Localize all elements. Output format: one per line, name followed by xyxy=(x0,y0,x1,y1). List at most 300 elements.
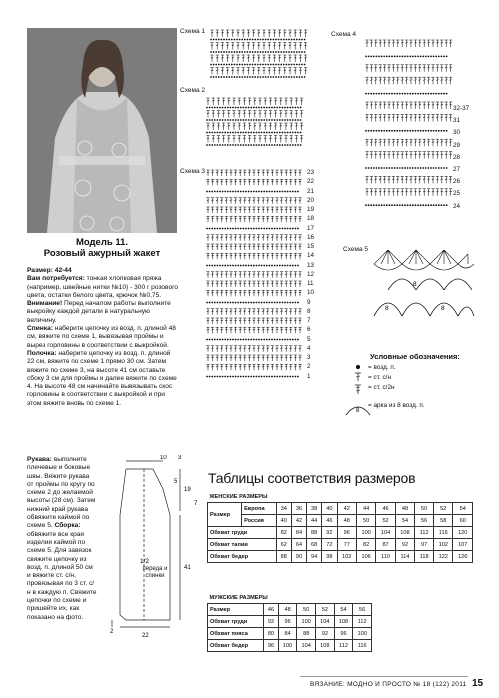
table-cell: 90 xyxy=(291,551,306,563)
stitch-symbol xyxy=(427,102,430,109)
chain-dot xyxy=(230,339,232,341)
stitch-symbol xyxy=(289,198,292,204)
stitch-symbol xyxy=(252,68,255,75)
stitch-symbol xyxy=(284,136,287,143)
stitch-symbol xyxy=(414,102,417,109)
chain-dot xyxy=(249,64,251,66)
chain-dot xyxy=(235,376,237,378)
stitch-symbol xyxy=(269,111,272,118)
chain-dot xyxy=(274,302,276,304)
chain-dot xyxy=(236,39,238,41)
chain-dot xyxy=(217,191,219,193)
chain-dot xyxy=(420,167,422,169)
chain-dot xyxy=(412,167,414,169)
chain-dot xyxy=(265,39,267,41)
stitch-symbol xyxy=(257,170,260,176)
chain-dot xyxy=(206,107,208,109)
stitch-symbol xyxy=(298,364,301,370)
stitch-symbol xyxy=(298,244,301,250)
row-number: 19 xyxy=(307,206,315,213)
stitch-symbol xyxy=(243,244,246,250)
stitch-symbol xyxy=(374,40,377,47)
chain-dot xyxy=(279,339,281,341)
chain-dot xyxy=(404,93,406,95)
stitch-symbol xyxy=(379,139,382,146)
stitch-symbol xyxy=(212,123,215,130)
row-label: Обхват груди xyxy=(208,616,264,628)
stitch-symbol xyxy=(290,111,293,118)
chain-dot xyxy=(258,144,260,146)
schema-1-label: Схема 1 xyxy=(180,28,205,35)
stitch-symbol xyxy=(225,253,228,259)
stitch-symbol xyxy=(262,346,265,352)
chain-dot xyxy=(209,339,211,341)
table-cell: 122 xyxy=(434,551,453,563)
stitch-symbol xyxy=(238,136,241,143)
stitch-symbol xyxy=(206,346,209,352)
chain-dot xyxy=(284,376,286,378)
stitch-symbol xyxy=(269,98,272,105)
stitch-symbol xyxy=(299,43,302,50)
stitch-symbol xyxy=(216,253,219,259)
stitch-symbol xyxy=(229,318,232,324)
stitch-symbol xyxy=(275,327,278,333)
stitch-symbol xyxy=(221,30,224,37)
stitch-symbol xyxy=(436,40,439,47)
table-cell: 92 xyxy=(395,539,414,551)
chain-dot xyxy=(243,228,245,230)
chain-dot xyxy=(206,339,208,341)
chain-dot xyxy=(211,228,213,230)
chain-dot xyxy=(209,144,211,146)
table-cell: 84 xyxy=(278,628,297,640)
stitch-symbol xyxy=(294,244,297,250)
chain-dot xyxy=(232,119,234,121)
row-number: 22 xyxy=(307,178,315,186)
chain-dot xyxy=(211,144,213,146)
chain-dot xyxy=(269,376,271,378)
chain-dot xyxy=(284,119,286,121)
chain-dot xyxy=(262,51,264,53)
stitch-symbol xyxy=(401,152,404,159)
stitch-symbol xyxy=(234,290,237,296)
stitch-symbol xyxy=(387,102,390,109)
stitch-symbol xyxy=(445,102,448,109)
stitch-symbol xyxy=(252,281,255,287)
stitch-symbol xyxy=(275,235,278,241)
stitch-symbol xyxy=(262,272,265,278)
chain-dot xyxy=(224,107,226,109)
sleeve-text: выполните плечевые и боковые швы. Вяжите рукава от проймы по кругу по схеме 2 до желаемой высоты (28 см). Затем нижний край рукава обвяжите каймой по схеме 5. xyxy=(27,456,96,530)
stitch-symbol xyxy=(298,198,301,204)
stitch-symbol xyxy=(217,111,220,118)
chain-dot xyxy=(239,76,241,78)
chain-dot xyxy=(274,376,276,378)
chain-dot xyxy=(289,339,291,341)
chain-dot xyxy=(249,39,251,41)
chain-dot xyxy=(253,119,255,121)
chain-dot xyxy=(284,228,286,230)
chain-dot xyxy=(263,265,265,267)
stitch-symbol xyxy=(431,40,434,47)
stitch-symbol xyxy=(216,272,219,278)
chain-dot xyxy=(276,107,278,109)
table-cell: 52 xyxy=(376,515,395,527)
stitch-symbol xyxy=(229,235,232,241)
chain-dot xyxy=(247,51,249,53)
chain-dot xyxy=(235,339,237,341)
chain-dot xyxy=(299,76,301,78)
chain-dot xyxy=(287,132,289,134)
chain-dot xyxy=(243,339,245,341)
stitch-symbol xyxy=(409,114,412,121)
table-cell: 106 xyxy=(356,551,375,563)
women-size-label: Размер xyxy=(208,503,242,527)
front-label: Полочка: xyxy=(27,349,57,357)
stitch-symbol xyxy=(211,290,214,296)
stitch-symbol xyxy=(239,198,242,204)
stitch-symbol xyxy=(383,139,386,146)
chain-dot xyxy=(240,302,242,304)
chain-dot xyxy=(261,376,263,378)
stitch-symbol xyxy=(396,139,399,146)
chain-dot xyxy=(297,107,299,109)
stitch-symbol xyxy=(226,55,229,62)
chain-dot xyxy=(417,93,419,95)
stitch-symbol xyxy=(257,318,260,324)
stitch-symbol xyxy=(280,327,283,333)
stitch-symbol xyxy=(220,170,223,176)
chain-dot xyxy=(210,51,212,53)
chain-dot xyxy=(425,167,427,169)
stitch-symbol xyxy=(387,65,390,72)
chain-dot xyxy=(435,204,437,206)
chain-dot xyxy=(412,93,414,95)
chain-dot xyxy=(230,144,232,146)
chain-dot xyxy=(433,56,435,58)
stitch-symbol xyxy=(268,55,271,62)
table-cell: 46 xyxy=(264,604,279,616)
stitch-symbol xyxy=(440,40,443,47)
chain-dot xyxy=(370,56,372,58)
stitch-symbol xyxy=(294,43,297,50)
stitch-symbol xyxy=(273,43,276,50)
table-cell: 64 xyxy=(291,539,306,551)
stitch-symbol xyxy=(248,136,251,143)
stitch-symbol xyxy=(248,346,251,352)
stitch-symbol xyxy=(271,281,274,287)
chain-dot xyxy=(373,130,375,132)
stitch-symbol xyxy=(243,123,246,130)
chain-dot xyxy=(224,376,226,378)
stitch-symbol xyxy=(379,114,382,121)
chain-dot xyxy=(241,39,243,41)
chain-dot xyxy=(217,119,219,121)
stitch-symbol xyxy=(248,272,251,278)
page-number: 15 xyxy=(472,678,484,689)
stitch-symbol xyxy=(243,98,246,105)
stitch-symbol xyxy=(285,216,288,222)
stitch-symbol xyxy=(229,281,232,287)
chain-dot xyxy=(289,107,291,109)
stitch-symbol xyxy=(248,207,251,213)
stitch-symbol xyxy=(440,65,443,72)
women-size-table xyxy=(207,491,473,563)
chain-dot xyxy=(289,265,291,267)
chain-dot xyxy=(407,167,409,169)
stitch-symbol xyxy=(211,179,214,185)
stitch-symbol xyxy=(271,327,274,333)
stitch-symbol xyxy=(275,179,278,185)
chain-dot xyxy=(269,132,271,134)
stitch-symbol xyxy=(278,68,281,75)
stitch-symbol xyxy=(289,318,292,324)
chain-dot xyxy=(284,132,286,134)
stitch-symbol xyxy=(275,253,278,259)
chain-dot xyxy=(266,119,268,121)
table-cell: 96 xyxy=(334,628,353,640)
stitch-symbol xyxy=(247,55,250,62)
chain-dot xyxy=(300,144,302,146)
chain-dot xyxy=(282,107,284,109)
chain-dot xyxy=(404,130,406,132)
stitch-symbol xyxy=(298,290,301,296)
row-number: 1 xyxy=(307,372,311,380)
table-cell: 62 xyxy=(276,539,291,551)
stitch-symbol xyxy=(392,65,395,72)
row-number: 31 xyxy=(453,117,461,125)
table-cell: 42 xyxy=(291,515,306,527)
stitch-symbol xyxy=(229,170,232,176)
stitch-symbol xyxy=(294,309,297,315)
stitch-symbol xyxy=(374,102,377,109)
chain-dot xyxy=(209,376,211,378)
chain-dot xyxy=(267,76,269,78)
stitch-symbol xyxy=(211,281,214,287)
stitch-symbol xyxy=(445,189,448,196)
stitch-symbol xyxy=(216,55,219,62)
stitch-symbol xyxy=(405,176,408,183)
table-cell: 118 xyxy=(415,551,434,563)
chain-dot xyxy=(252,51,254,53)
chain-dot xyxy=(206,119,208,121)
stitch-symbol xyxy=(274,123,277,130)
stitch-symbol xyxy=(409,176,412,183)
chain-dot xyxy=(235,191,237,193)
dim-41: 41 xyxy=(184,565,191,571)
stitch-symbol xyxy=(216,309,219,315)
stitch-symbol xyxy=(243,253,246,259)
stitch-symbol xyxy=(252,207,255,213)
chain-dot xyxy=(241,64,243,66)
chain-dot xyxy=(214,265,216,267)
chain-dot xyxy=(394,93,396,95)
chain-dot xyxy=(368,204,370,206)
stitch-symbol xyxy=(271,198,274,204)
stitch-symbol xyxy=(257,179,260,185)
chain-dot xyxy=(287,376,289,378)
chain-dot xyxy=(407,130,409,132)
stitch-symbol xyxy=(239,244,242,250)
chain-dot xyxy=(230,228,232,230)
chain-dot xyxy=(214,339,216,341)
chain-dot xyxy=(230,132,232,134)
chain-dot xyxy=(222,144,224,146)
chain-dot xyxy=(370,130,372,132)
table-cell: 84 xyxy=(291,527,306,539)
stitch-symbol xyxy=(298,346,301,352)
stitch-symbol xyxy=(280,346,283,352)
stitch-symbol xyxy=(279,123,282,130)
chain-dot xyxy=(420,130,422,132)
chain-dot xyxy=(301,39,303,41)
chain-dot xyxy=(214,119,216,121)
chain-dot xyxy=(217,265,219,267)
stitch-symbol xyxy=(423,65,426,72)
pattern-drawing xyxy=(98,455,210,640)
chain-dot xyxy=(282,191,284,193)
stitch-symbol xyxy=(264,111,267,118)
stitch-symbol xyxy=(414,189,417,196)
row-number: 25 xyxy=(453,190,461,198)
chain-dot xyxy=(438,93,440,95)
stitch-symbol xyxy=(216,30,219,37)
stitch-symbol xyxy=(431,139,434,146)
table-cell: 100 xyxy=(353,628,372,640)
chain-dot xyxy=(210,39,212,41)
stitch-symbol xyxy=(392,189,395,196)
stitch-symbol xyxy=(365,152,368,159)
stitch-symbol xyxy=(285,253,288,259)
stitch-symbol xyxy=(232,98,235,105)
stitch-symbol xyxy=(220,179,223,185)
chain-dot xyxy=(222,191,224,193)
chain-dot xyxy=(206,191,208,193)
sleeve-label: Рукава: xyxy=(27,456,52,463)
chain-dot xyxy=(245,191,247,193)
chain-dot xyxy=(276,376,278,378)
row-number: 32-37 xyxy=(453,105,470,112)
stitch-symbol xyxy=(257,198,260,204)
chain-dot xyxy=(292,339,294,341)
stitch-symbol xyxy=(206,355,209,361)
chain-dot xyxy=(299,51,301,53)
legend-chain: = возд. п. xyxy=(368,364,396,371)
schema-4-row-numbers xyxy=(453,103,469,213)
stitch-symbol xyxy=(239,346,242,352)
stitch-symbol xyxy=(266,364,269,370)
stitch-symbol xyxy=(206,216,209,222)
chain-dot xyxy=(223,64,225,66)
chain-dot xyxy=(292,144,294,146)
chain-dot xyxy=(258,339,260,341)
size-tables-title: Таблицы соответствия размеров xyxy=(208,470,416,486)
stitch-symbol xyxy=(275,318,278,324)
stitch-symbol xyxy=(220,198,223,204)
chain-dot xyxy=(304,51,306,53)
stitch-symbol xyxy=(427,40,430,47)
stitch-symbol xyxy=(269,123,272,130)
chain-dot xyxy=(245,265,247,267)
chain-dot xyxy=(280,76,282,78)
chain-dot xyxy=(261,107,263,109)
chain-dot xyxy=(253,132,255,134)
chain-dot xyxy=(256,132,258,134)
stitch-symbol xyxy=(257,244,260,250)
chain-dot xyxy=(295,119,297,121)
stitch-symbol xyxy=(262,170,265,176)
chain-dot xyxy=(441,93,443,95)
stitch-symbol xyxy=(266,355,269,361)
chain-dot xyxy=(425,204,427,206)
stitch-symbol xyxy=(401,189,404,196)
chain-dot xyxy=(435,167,437,169)
stitch-symbol xyxy=(252,235,255,241)
legend-tr: = ст. с/2н xyxy=(368,384,395,391)
chain-dot xyxy=(291,39,293,41)
chain-dot xyxy=(243,302,245,304)
stitch-symbol xyxy=(211,364,214,370)
stitch-symbol xyxy=(431,189,434,196)
stitch-symbol xyxy=(409,77,412,84)
chain-dot xyxy=(231,64,233,66)
stitch-symbol xyxy=(285,364,288,370)
chain-dot xyxy=(219,132,221,134)
stitch-symbol xyxy=(257,43,260,50)
chain-dot xyxy=(282,265,284,267)
stitch-symbol xyxy=(275,272,278,278)
chain-dot xyxy=(261,228,263,230)
table-row xyxy=(208,539,473,551)
chain-dot xyxy=(219,376,221,378)
stitch-symbol xyxy=(285,235,288,241)
row-number: 12 xyxy=(307,270,315,278)
stitch-symbol xyxy=(257,216,260,222)
stitch-symbol xyxy=(268,68,271,75)
stitch-symbol xyxy=(243,198,246,204)
chain-dot xyxy=(433,93,435,95)
stitch-symbol xyxy=(206,235,209,241)
chain-dot xyxy=(237,376,239,378)
chain-dot xyxy=(368,56,370,58)
stitch-symbol xyxy=(206,272,209,278)
chain-dot xyxy=(230,191,232,193)
chain-dot xyxy=(237,265,239,267)
stitch-symbol xyxy=(243,111,246,118)
table-cell: 52 xyxy=(434,503,453,515)
chain-dot xyxy=(368,130,370,132)
stitch-symbol xyxy=(266,253,269,259)
chain-dot xyxy=(280,64,282,66)
stitch-symbol xyxy=(427,189,430,196)
chain-dot xyxy=(271,119,273,121)
stitch-symbol xyxy=(427,139,430,146)
stitch-symbol xyxy=(289,216,292,222)
stitch-symbol xyxy=(239,170,242,176)
stitch-symbol xyxy=(239,272,242,278)
stitch-symbol xyxy=(220,207,223,213)
stitch-symbol xyxy=(275,244,278,250)
stitch-symbol xyxy=(409,139,412,146)
table-cell: 82 xyxy=(356,539,375,551)
stitch-symbol xyxy=(285,207,288,213)
stitch-symbol xyxy=(280,309,283,315)
stitch-symbol xyxy=(436,77,439,84)
stitch-symbol xyxy=(294,364,297,370)
chain-dot xyxy=(391,204,393,206)
table-cell: 92 xyxy=(316,628,335,640)
table-cell: 58 xyxy=(434,515,453,527)
